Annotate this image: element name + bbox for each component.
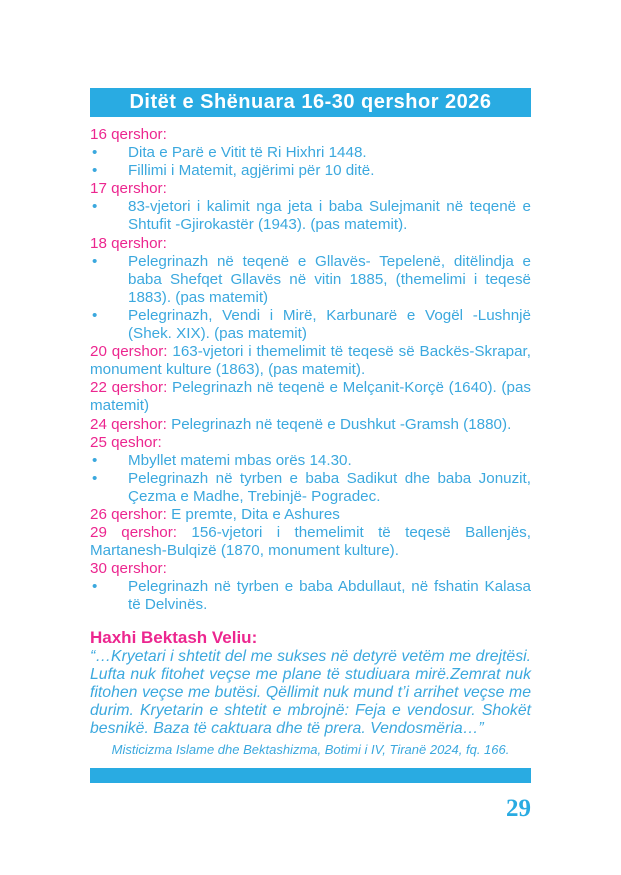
event-entry xyxy=(90,524,531,560)
event-entry xyxy=(90,416,531,434)
footer-bar xyxy=(90,768,531,783)
event-entry xyxy=(90,506,531,524)
bullet-icon: • xyxy=(92,306,98,324)
event-date-label: 26 qershor: xyxy=(90,505,172,523)
event-bullet-text: Fillimi i Matemit, agjërimi për 10 ditë. xyxy=(128,162,375,180)
event-bullet-item xyxy=(90,144,531,162)
event-bullet-item xyxy=(90,452,531,470)
event-date-label: 24 qershor: xyxy=(90,415,172,433)
event-entry xyxy=(90,379,531,415)
event-date-label: 18 qershor: xyxy=(90,234,167,252)
event-date-label: 20 qershor: xyxy=(90,343,173,361)
bullet-icon: • xyxy=(92,578,98,596)
event-bullet-text: Pelegrinazh, Vendi i Mirë, Karbunarë e Vogël -Lushnjë (Shek. XIX). (pas matemit) xyxy=(128,306,531,343)
event-text: Pelegrinazh në teqenë e Melçanit-Korçë (1640). (pas matemit) xyxy=(90,379,531,415)
event-bullet-text: Pelegrinazh në teqenë e Gllavës- Tepelenë, ditëlindja e baba Shefqet Gllavës në vitin 1885, (themelimi i teqesë 1883). (pas matemit) xyxy=(128,252,531,306)
bullet-icon: • xyxy=(92,198,98,216)
event-date-label: 17 qershor: xyxy=(90,180,167,198)
event-bullet-item xyxy=(90,198,531,234)
event-bullet-text: Mbyllet matemi mbas orës 14.30. xyxy=(128,451,352,469)
event-date-label: 22 qershor: xyxy=(90,379,172,397)
section-title-bar xyxy=(90,88,531,117)
bullet-icon: • xyxy=(92,451,98,469)
event-bullet-text: Pelegrinazh në tyrben e baba Sadikut dhe baba Jonuzit, Çezma e Madhe, Trebinjë- Pogradec. xyxy=(128,469,531,505)
event-text: 156-vjetori i themelimit të teqesë Ballenjës, Martanesh-Bulqizë (1870, monument kulture). xyxy=(90,524,531,560)
event-bullet-item xyxy=(90,162,531,180)
event-entry xyxy=(90,343,531,379)
event-date-label: 30 qershor: xyxy=(90,560,167,578)
bullet-icon: • xyxy=(92,252,98,270)
event-bullet-item xyxy=(90,253,531,307)
bullet-icon: • xyxy=(92,144,98,162)
quote-citation: Misticizma Islame dhe Bektashizma, Botimi i IV, Tiranë 2024, fq. 166. xyxy=(111,741,510,757)
event-bullet-text: Pelegrinazh në tyrben e baba Abdullaut, në fshatin Kalasa të Delvinës. xyxy=(128,578,531,614)
content-column xyxy=(90,88,531,758)
event-bullet-text: 83-vjetori i kalimit nga jeta i baba Sulejmanit në teqenë e Shtufit -Gjirokastër (1943). (pas matemit). xyxy=(128,198,531,234)
quote-text: “…Kryetari i shtetit del me sukses në detyrë vetëm me drejtësi. Lufta nuk fitohet veçse me plane të studiuara mirë.Zemrat nuk fitohen veçse me butësi. Qëllimit nuk mund t’i arrihet veçse me durim. Kryetarin e shtetit e mbrojnë: Feja e vendosur. Shokët besnikë. Baza të caktuara dhe të prera. Vendosmëria…” xyxy=(90,647,531,738)
event-bullet-item xyxy=(90,578,531,614)
event-bullet-text: Dita e Parë e Vitit të Ri Hixhri 1448. xyxy=(128,144,367,162)
event-bullet-item xyxy=(90,470,531,506)
events-list xyxy=(90,126,531,615)
event-text: E premte, Dita e Ashures xyxy=(171,505,340,523)
bullet-icon: • xyxy=(92,162,98,180)
event-date-label: 25 qeshor: xyxy=(90,433,162,451)
section-title: Ditët e Shënuara 16-30 qershor 2026 xyxy=(129,91,492,113)
bullet-icon: • xyxy=(92,469,98,487)
event-text: 163-vjetori i themelimit të teqesë së Backës-Skrapar, monument kulture (1863), (pas matemit). xyxy=(90,343,531,379)
event-text: Pelegrinazh në teqenë e Dushkut -Gramsh (1880). xyxy=(171,415,512,433)
event-date-label: 16 qershor: xyxy=(90,126,167,143)
page-number: 29 xyxy=(506,795,531,822)
quote-author-heading: Haxhi Bektash Veliu: xyxy=(90,627,258,647)
event-date-label: 29 qershor: xyxy=(90,524,192,542)
event-bullet-item xyxy=(90,307,531,343)
quote-section xyxy=(90,628,531,758)
